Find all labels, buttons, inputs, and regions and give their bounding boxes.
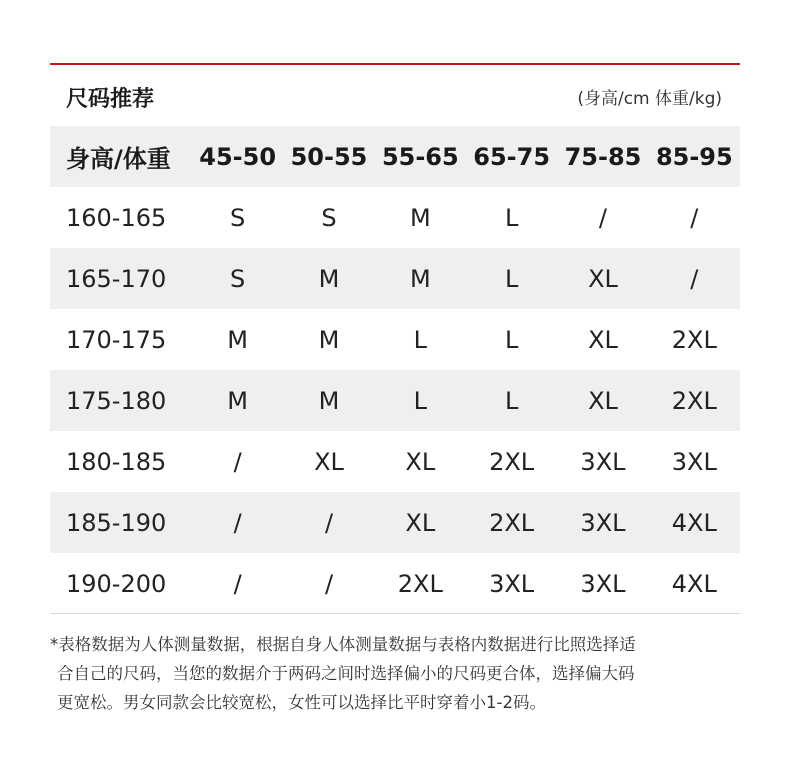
size-cell: M bbox=[318, 264, 340, 293]
size-cell: / bbox=[690, 203, 699, 232]
size-cell: M bbox=[318, 386, 340, 415]
weight-header: 50-55 bbox=[290, 142, 368, 171]
size-cell: XL bbox=[405, 447, 436, 476]
size-cell: 2XL bbox=[489, 447, 535, 476]
size-cell: 2XL bbox=[671, 386, 717, 415]
top-accent-line bbox=[50, 63, 740, 65]
height-cell: 160-165 bbox=[66, 203, 167, 232]
size-cell: / bbox=[598, 203, 608, 232]
size-note bbox=[50, 630, 750, 717]
table-row bbox=[50, 553, 740, 614]
size-cell: XL bbox=[588, 264, 618, 293]
height-cell: 190-200 bbox=[66, 569, 167, 598]
corner-header: 身高/体重 bbox=[66, 145, 171, 173]
height-cell: 185-190 bbox=[66, 508, 167, 537]
size-cell: XL bbox=[588, 386, 618, 415]
weight-header: 85-95 bbox=[655, 142, 733, 171]
height-cell: 170-175 bbox=[66, 325, 167, 354]
size-cell: L bbox=[504, 264, 519, 293]
height-cell: 180-185 bbox=[66, 447, 167, 476]
table-row bbox=[50, 309, 740, 370]
size-cell: L bbox=[504, 325, 519, 354]
height-cell: 165-170 bbox=[66, 264, 167, 293]
size-cell: M bbox=[227, 325, 249, 354]
size-cell: / bbox=[324, 569, 334, 598]
size-cell: L bbox=[504, 203, 519, 232]
weight-header: 65-75 bbox=[473, 142, 551, 171]
height-cell: 175-180 bbox=[66, 386, 167, 415]
table-row bbox=[50, 370, 740, 431]
note-line: 合自己的尺码，当您的数据介于两码之间时选择偏小的尺码更合体，选择偏大码 bbox=[57, 664, 635, 683]
table-row bbox=[50, 431, 740, 492]
size-cell: 2XL bbox=[671, 325, 717, 354]
note-line: 更宽松。男女同款会比较宽松，女性可以选择比平时穿着小1-2码。 bbox=[57, 693, 546, 712]
size-cell: L bbox=[504, 386, 519, 415]
size-cell: L bbox=[413, 325, 427, 354]
size-cell: 2XL bbox=[397, 569, 443, 598]
size-cell: 3XL bbox=[489, 569, 535, 598]
weight-header: 45-50 bbox=[199, 142, 277, 171]
size-cell: 4XL bbox=[671, 569, 717, 598]
size-cell: S bbox=[321, 203, 337, 232]
size-cell: XL bbox=[588, 325, 618, 354]
size-cell: 3XL bbox=[580, 447, 626, 476]
size-cell: XL bbox=[314, 447, 344, 476]
size-cell: 2XL bbox=[489, 508, 535, 537]
size-cell: / bbox=[233, 508, 242, 537]
size-cell: 3XL bbox=[671, 447, 717, 476]
page-title: 尺码推荐 bbox=[66, 87, 155, 112]
table-row bbox=[50, 187, 740, 248]
divider bbox=[50, 613, 740, 614]
size-cell: S bbox=[230, 203, 246, 232]
unit-note: (身高/cm 体重/kg) bbox=[577, 89, 722, 109]
size-cell: 4XL bbox=[671, 508, 717, 537]
size-cell: 3XL bbox=[580, 569, 626, 598]
size-cell: XL bbox=[405, 508, 436, 537]
table-row bbox=[50, 248, 740, 309]
size-cell: 3XL bbox=[580, 508, 626, 537]
size-cell: M bbox=[409, 203, 431, 232]
note-line: *表格数据为人体测量数据，根据自身人体测量数据与表格内数据进行比照选择适 bbox=[50, 635, 636, 654]
weight-header: 55-65 bbox=[381, 142, 459, 171]
size-cell: / bbox=[690, 264, 699, 293]
size-chart-table bbox=[50, 126, 740, 614]
size-cell: M bbox=[409, 264, 431, 293]
size-cell: S bbox=[230, 264, 246, 293]
size-cell: / bbox=[233, 447, 242, 476]
table-header-row bbox=[50, 126, 740, 187]
size-cell: M bbox=[318, 325, 340, 354]
size-cell: / bbox=[324, 508, 334, 537]
table-row bbox=[50, 492, 740, 553]
size-cell: M bbox=[227, 386, 249, 415]
size-cell: / bbox=[233, 569, 242, 598]
weight-header: 75-85 bbox=[564, 142, 642, 171]
size-cell: L bbox=[413, 386, 427, 415]
